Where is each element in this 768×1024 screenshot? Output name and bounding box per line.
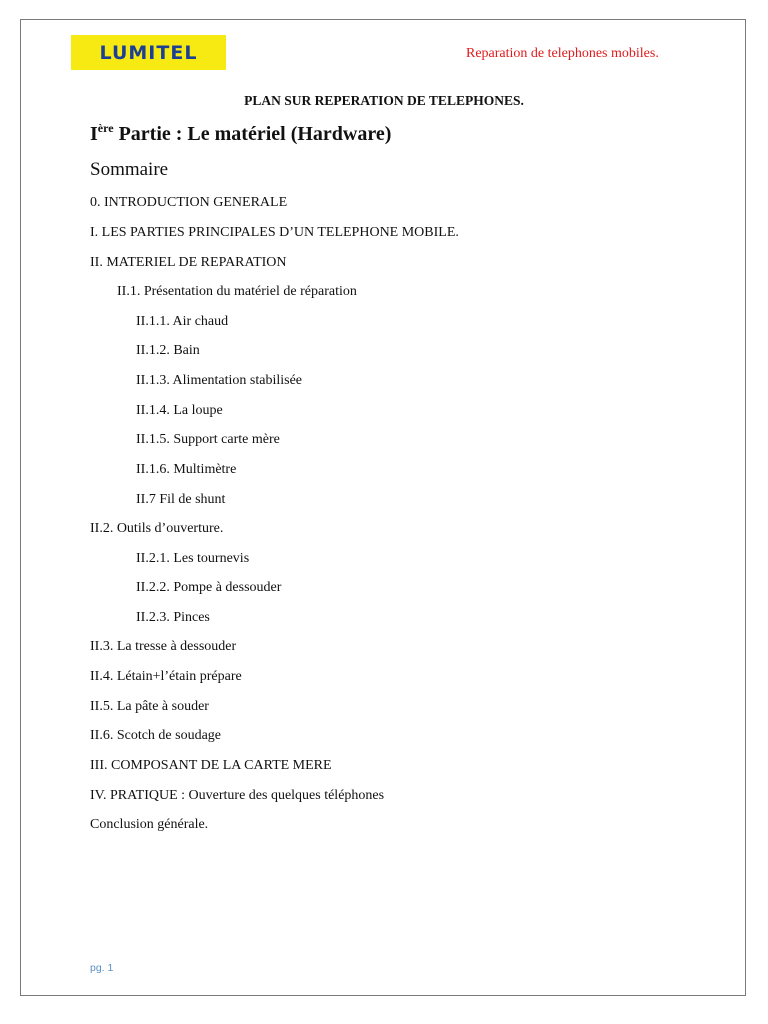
toc-item: II.1.6. Multimètre <box>136 462 237 477</box>
toc-item: II. MATERIEL DE REPARATION <box>90 255 287 270</box>
sommaire-heading: Sommaire <box>90 159 169 180</box>
part-title <box>90 121 391 146</box>
part-superscript: ère <box>97 121 114 135</box>
toc-item: III. COMPOSANT DE LA CARTE MERE <box>90 758 332 773</box>
logo-text: LUMITEL <box>99 41 198 64</box>
toc-item: II.3. La tresse à dessouder <box>90 639 237 654</box>
toc-item: II.5. La pâte à souder <box>90 699 209 714</box>
toc-item: II.1.4. La loupe <box>136 403 223 418</box>
toc-item: II.4. Létain+l’étain prépare <box>90 669 242 684</box>
toc-item: II.1.2. Bain <box>136 343 200 358</box>
toc-item: 0. INTRODUCTION GENERALE <box>90 195 288 210</box>
toc-item: II.1.3. Alimentation stabilisée <box>136 373 303 388</box>
document-title: PLAN SUR REPERATION DE TELEPHONES. <box>244 93 524 108</box>
toc-item: I. LES PARTIES PRINCIPALES D’UN TELEPHONE MOBILE. <box>90 225 459 240</box>
toc-item: II.2.3. Pinces <box>136 610 210 625</box>
toc-item: IV. PRATIQUE : Ouverture des quelques téléphones <box>90 788 385 803</box>
toc-item: Conclusion générale. <box>90 817 209 832</box>
toc-item: II.6. Scotch de soudage <box>90 728 222 743</box>
page-number: pg. 1 <box>90 962 114 974</box>
toc-item: II.1.1. Air chaud <box>136 314 229 329</box>
lumitel-logo <box>71 35 226 70</box>
toc-item: II.1. Présentation du matériel de réparation <box>117 284 357 299</box>
part-prefix: I <box>90 123 98 145</box>
part-rest: Partie : Le matériel (Hardware) <box>113 123 392 145</box>
header-note: Reparation de telephones mobiles. <box>466 46 659 61</box>
toc-item: II.2. Outils d’ouverture. <box>90 521 224 536</box>
toc-item: II.1.5. Support carte mère <box>136 432 280 447</box>
toc-item: II.2.1. Les tournevis <box>136 551 250 566</box>
toc-item: II.2.2. Pompe à dessouder <box>136 580 282 595</box>
toc-item: II.7 Fil de shunt <box>136 492 226 507</box>
